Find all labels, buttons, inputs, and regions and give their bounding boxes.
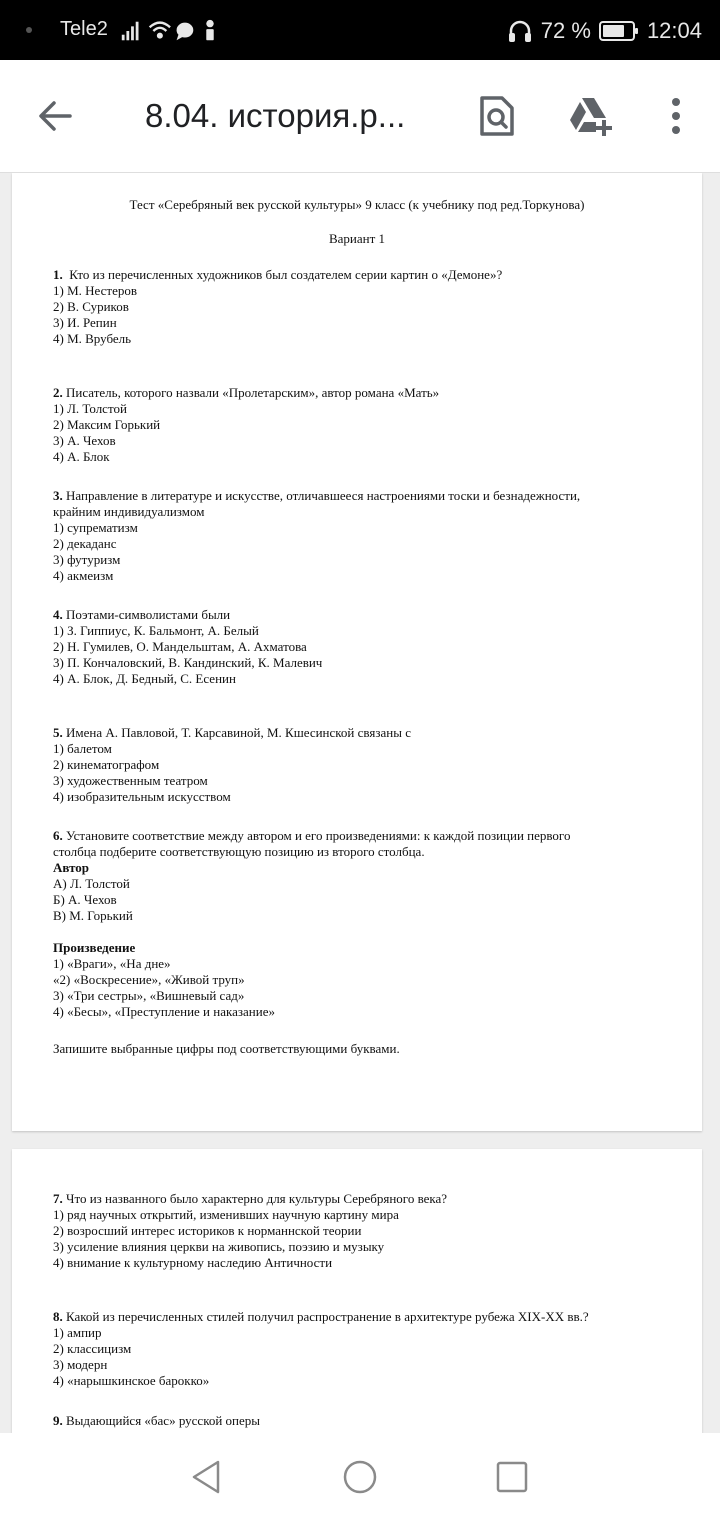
question-6 [53,828,673,1057]
search-document-icon[interactable] [474,94,518,138]
option: 1) Л. Толстой [53,401,127,416]
author-item: А) Л. Толстой [53,876,130,891]
option: 3) А. Чехов [53,433,116,448]
status-dot [26,27,32,33]
option: 2) декаданс [53,536,117,551]
option: 2) кинематографом [53,757,160,772]
work-item: «2) «Воскресение», «Живой труп» [53,972,245,987]
instruction-text: Запишите выбранные цифры под соответствующими буквами. [53,1041,400,1056]
option: 4) внимание к культурному наследию Античности [53,1255,333,1270]
question-9 [53,1413,673,1429]
work-item: 3) «Три сестры», «Вишневый сад» [53,988,245,1003]
system-nav-bar [0,1433,720,1520]
option: 3) модерн [53,1357,108,1372]
question-number: 1. [53,267,63,282]
question-text: Выдающийся «бас» русской оперы [66,1413,261,1428]
question-number: 7. [53,1191,63,1206]
question-text: Имена А. Павловой, Т. Карсавиной, М. Кшесинской связаны с [66,725,411,740]
question-2 [53,385,673,465]
option: 2) Максим Горький [53,417,161,432]
option: 3) усиление влияния церкви на живопись, поэзию и музыку [53,1239,385,1254]
question-number: 8. [53,1309,63,1324]
option: 1) супрематизм [53,520,138,535]
more-vert-icon[interactable] [656,94,700,138]
question-text: Что из названного было характерно для культуры Серебряного века? [66,1191,448,1206]
wifi-icon [150,23,170,38]
option: 3) футуризм [53,552,121,567]
question-text: Направление в литературе и искусстве, отличавшееся настроениями тоски и безнадежности, [66,488,581,503]
question-number: 5. [53,725,63,740]
signal-icon [122,22,139,41]
question-text: Кто из перечисленных художников был создателем серии картин о «Демоне»? [69,267,503,282]
author-item: В) М. Горький [53,908,133,923]
option: 1) ампир [53,1325,102,1340]
option: 1) ряд научных открытий, изменивших научную картину мира [53,1207,399,1222]
home-circle-icon[interactable] [340,1457,380,1497]
option: 4) «нарышкинское барокко» [53,1373,210,1388]
option: 2) Н. Гумилев, О. Мандельштам, А. Ахматова [53,639,307,654]
headphones-icon [507,18,533,44]
question-1 [53,267,673,347]
option: 4) А. Блок, Д. Бедный, С. Есенин [53,671,236,686]
variant-label: Вариант 1 [328,231,386,246]
question-3 [53,488,673,584]
work-item: 1) «Враги», «На дне» [53,956,171,971]
question-text: Установите соответствие между автором и его произведениями: к каждой позиции первого [66,828,571,843]
option: 4) А. Блок [53,449,110,464]
recents-square-icon[interactable] [492,1457,532,1497]
status-bar [0,0,720,60]
question-number: 6. [53,828,63,843]
app-bar [0,60,720,173]
question-number: 3. [53,488,63,503]
option: 2) классицизм [53,1341,132,1356]
question-number: 9. [53,1413,63,1428]
question-5 [53,725,673,805]
add-to-drive-icon[interactable] [568,94,612,138]
option: 3) И. Репин [53,315,117,330]
back-triangle-icon[interactable] [186,1457,226,1497]
question-text-continued: крайним индивидуализмом [53,504,205,519]
back-arrow-icon[interactable] [34,94,78,138]
document-page-2 [12,1149,702,1433]
question-text: Писатель, которого назвали «Пролетарским», автор романа «Мать» [66,385,440,400]
option: 2) В. Суриков [53,299,129,314]
question-4 [53,607,673,687]
status-icons-left [116,18,226,44]
work-item: 4) «Бесы», «Преступление и наказание» [53,1004,275,1019]
document-viewer[interactable] [0,173,720,1433]
question-7 [53,1191,673,1271]
option: 3) художественным театром [53,773,208,788]
document-page-1 [12,173,702,1131]
option: 4) изобразительным искусством [53,789,231,804]
option: 1) балетом [53,741,112,756]
question-number: 2. [53,385,63,400]
question-text: Поэтами-символистами были [66,607,231,622]
document-title: 8.04. история.р... [145,97,406,134]
message-icon [177,23,194,41]
test-heading: Тест «Серебряный век русской культуры» 9 класс (к учебнику под ред.Торкунова) [129,197,585,212]
battery-percent: 72 % [540,18,591,43]
status-right [507,14,702,48]
works-heading: Произведение [53,940,136,955]
question-8 [53,1309,673,1389]
option: 1) М. Нестеров [53,283,137,298]
author-item: Б) А. Чехов [53,892,117,907]
battery-icon [599,20,639,42]
clock: 12:04 [646,18,702,43]
option: 2) возросший интерес историков к норманнской теории [53,1223,362,1238]
notification-icon [206,20,213,40]
question-text: Какой из перечисленных стилей получил распространение в архитектуре рубежа XIX-XX вв.? [66,1309,589,1324]
question-number: 4. [53,607,63,622]
author-heading: Автор [53,860,90,875]
option: 3) П. Кончаловский, В. Кандинский, К. Малевич [53,655,323,670]
option: 1) З. Гиппиус, К. Бальмонт, А. Белый [53,623,259,638]
question-text-continued: столбца подберите соответствующую позицию из второго столбца. [53,844,425,859]
option: 4) М. Врубель [53,331,132,346]
carrier-name: Tele2 [60,18,108,40]
option: 4) акмеизм [53,568,114,583]
